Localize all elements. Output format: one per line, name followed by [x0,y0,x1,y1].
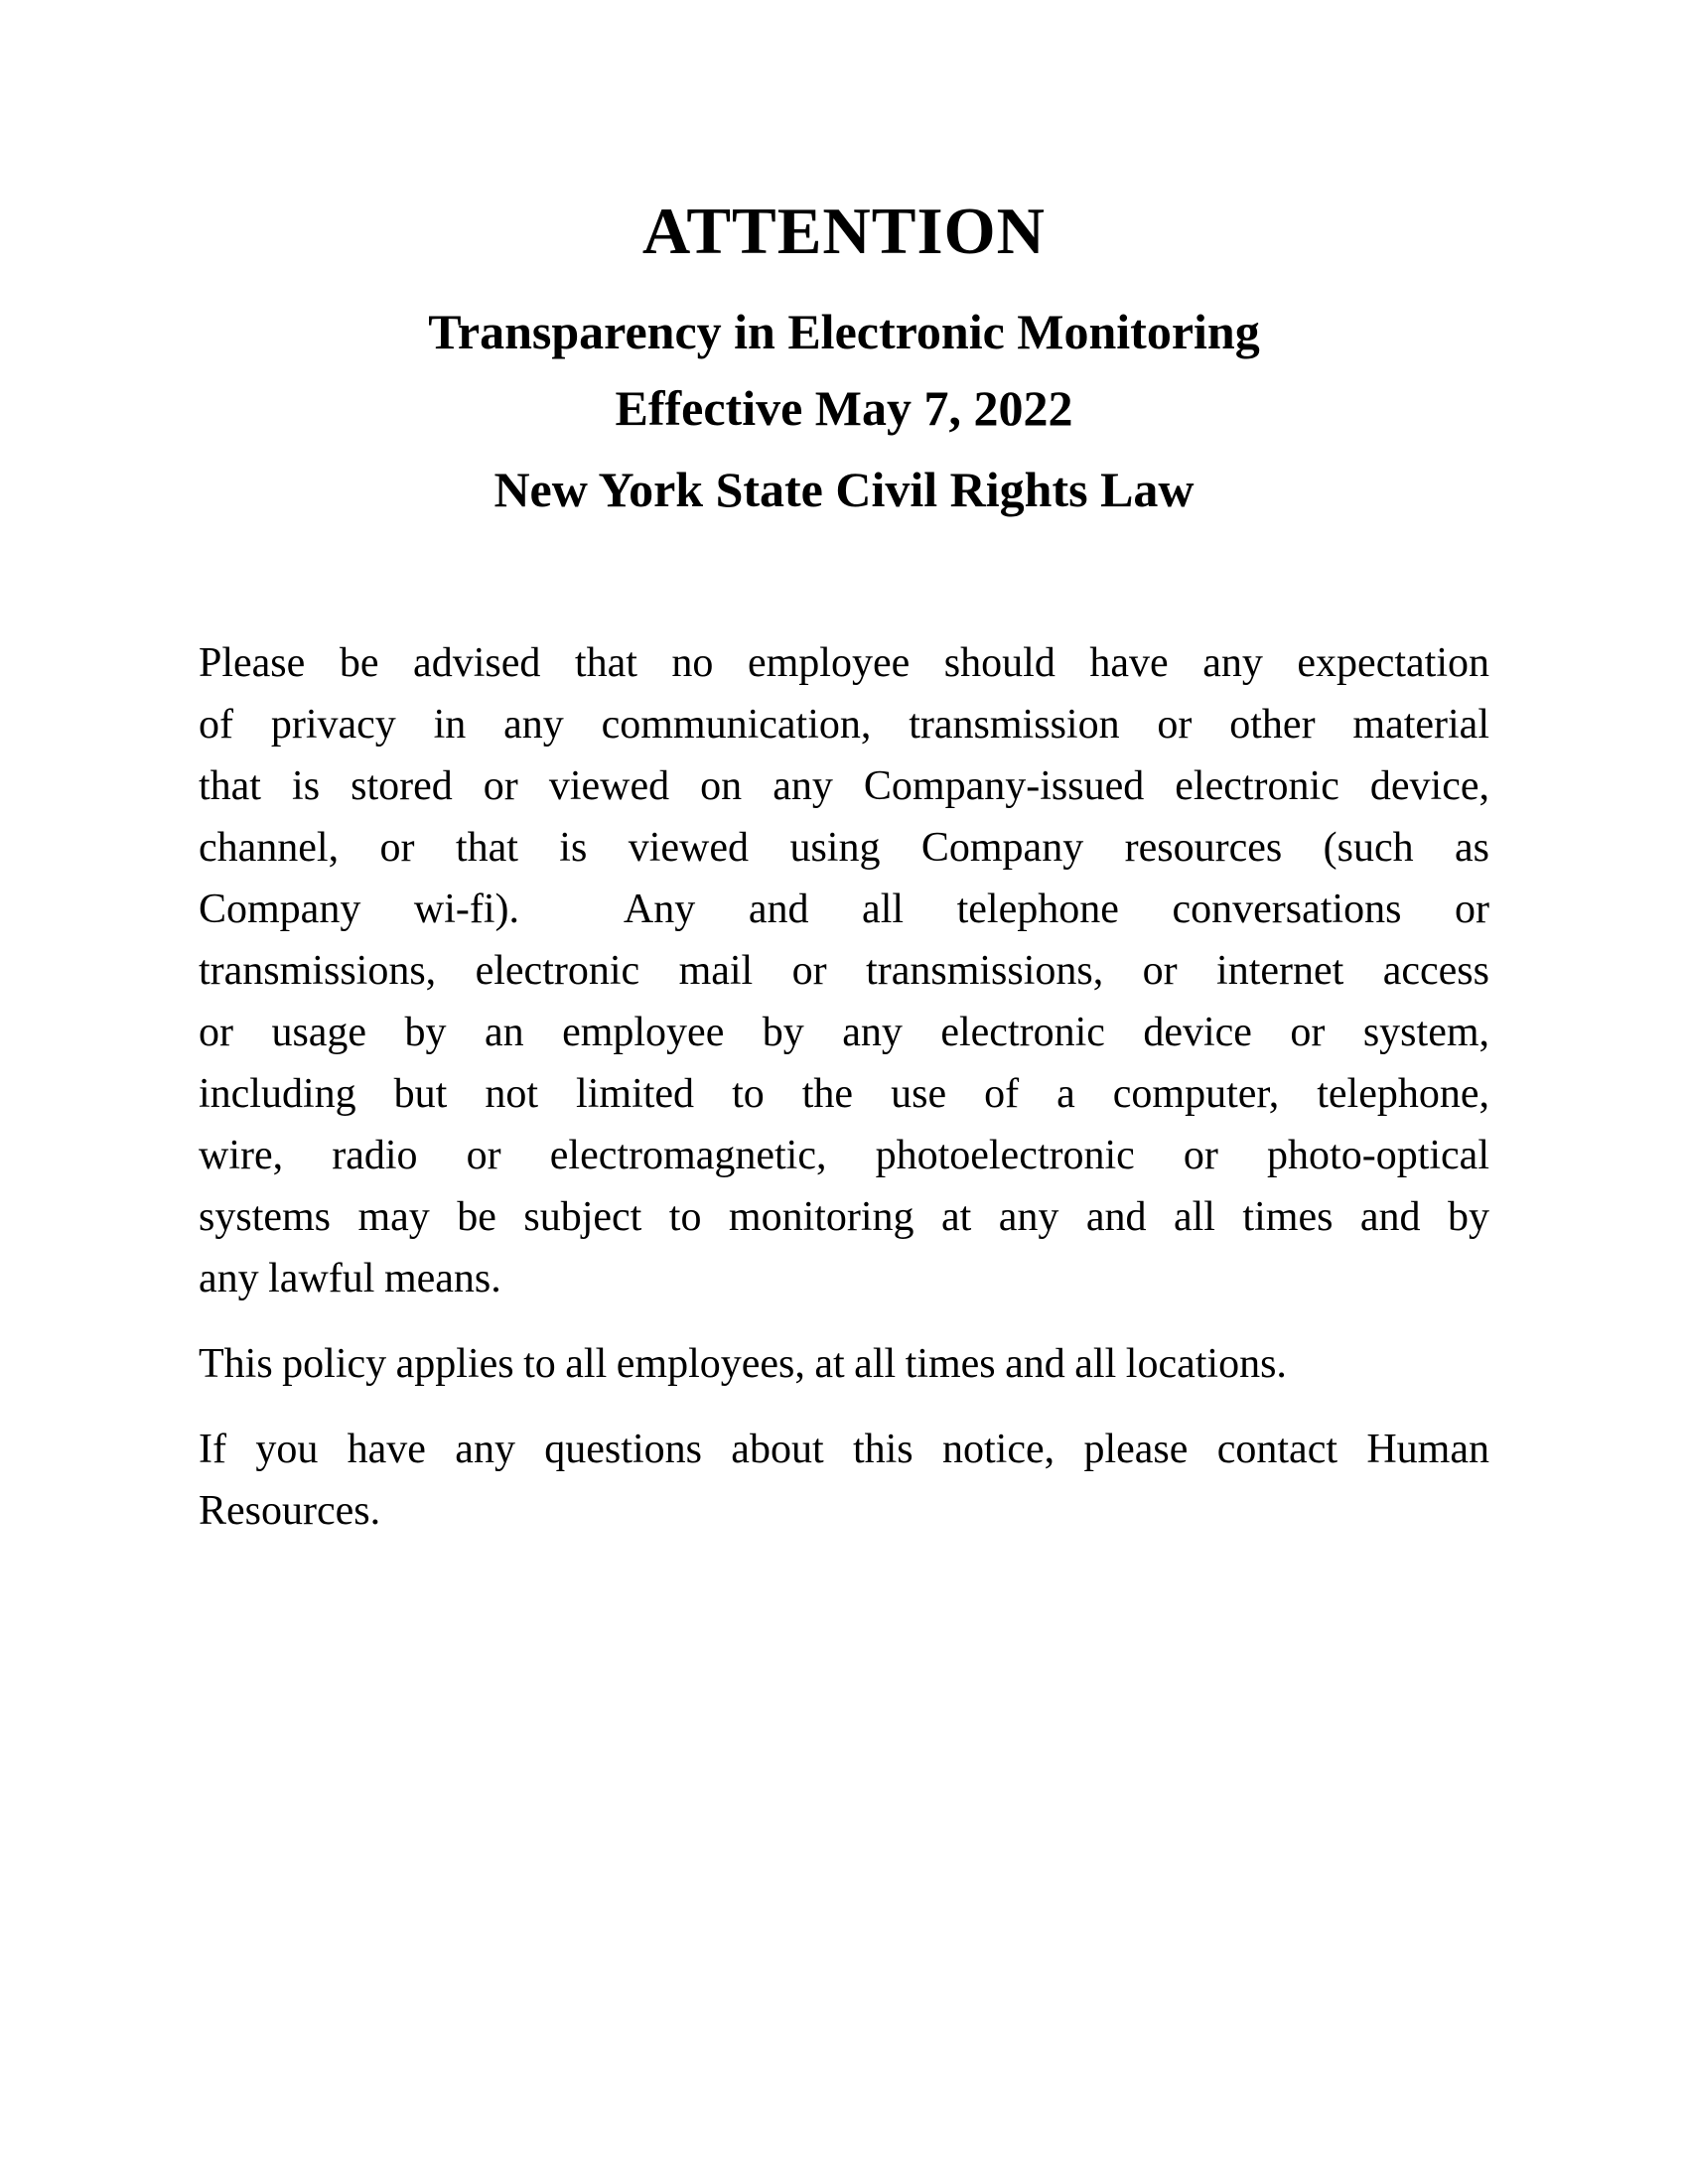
notice-body [199,632,1489,1542]
text-line: Please be advised that no employee should have any expectation [199,640,1489,686]
text-line: of privacy in any communication, transmission or other material [199,702,1489,748]
notice-title: ATTENTION [641,195,1047,268]
text-line: If you have any questions about this notice, please contact Human [199,1427,1489,1472]
text-line: channel, or that is viewed using Company resources (such as [199,825,1489,871]
text-line: Resources. [199,1488,381,1534]
text-line: or usage by an employee by any electronic device or system, [199,1010,1489,1055]
paragraph [199,632,1489,1309]
paragraph [199,1333,1489,1395]
paragraph [199,1419,1489,1542]
text-line: transmissions, electronic mail or transmissions, or internet access [199,948,1489,994]
document-content [0,194,1688,1542]
text-line: wire, radio or electromagnetic, photoelectronic or photo-optical [199,1133,1489,1178]
notice-subtitle-topic: Transparency in Electronic Monitoring [428,304,1260,359]
notice-subtitle-law: New York State Civil Rights Law [493,462,1195,517]
text-line: that is stored or viewed on any Company-issued electronic device, [199,763,1489,809]
text-line: This policy applies to all employees, at all times and all locations. [199,1341,1287,1387]
text-line: any lawful means. [199,1256,501,1301]
text-line: Company wi-fi). Any and all telephone conversations or [199,887,1489,932]
text-line: systems may be subject to monitoring at any and all times and by [199,1194,1489,1240]
text-line: including but not limited to the use of a computer, telephone, [199,1071,1489,1117]
notice-subtitle-effective-date: Effective May 7, 2022 [615,380,1073,436]
